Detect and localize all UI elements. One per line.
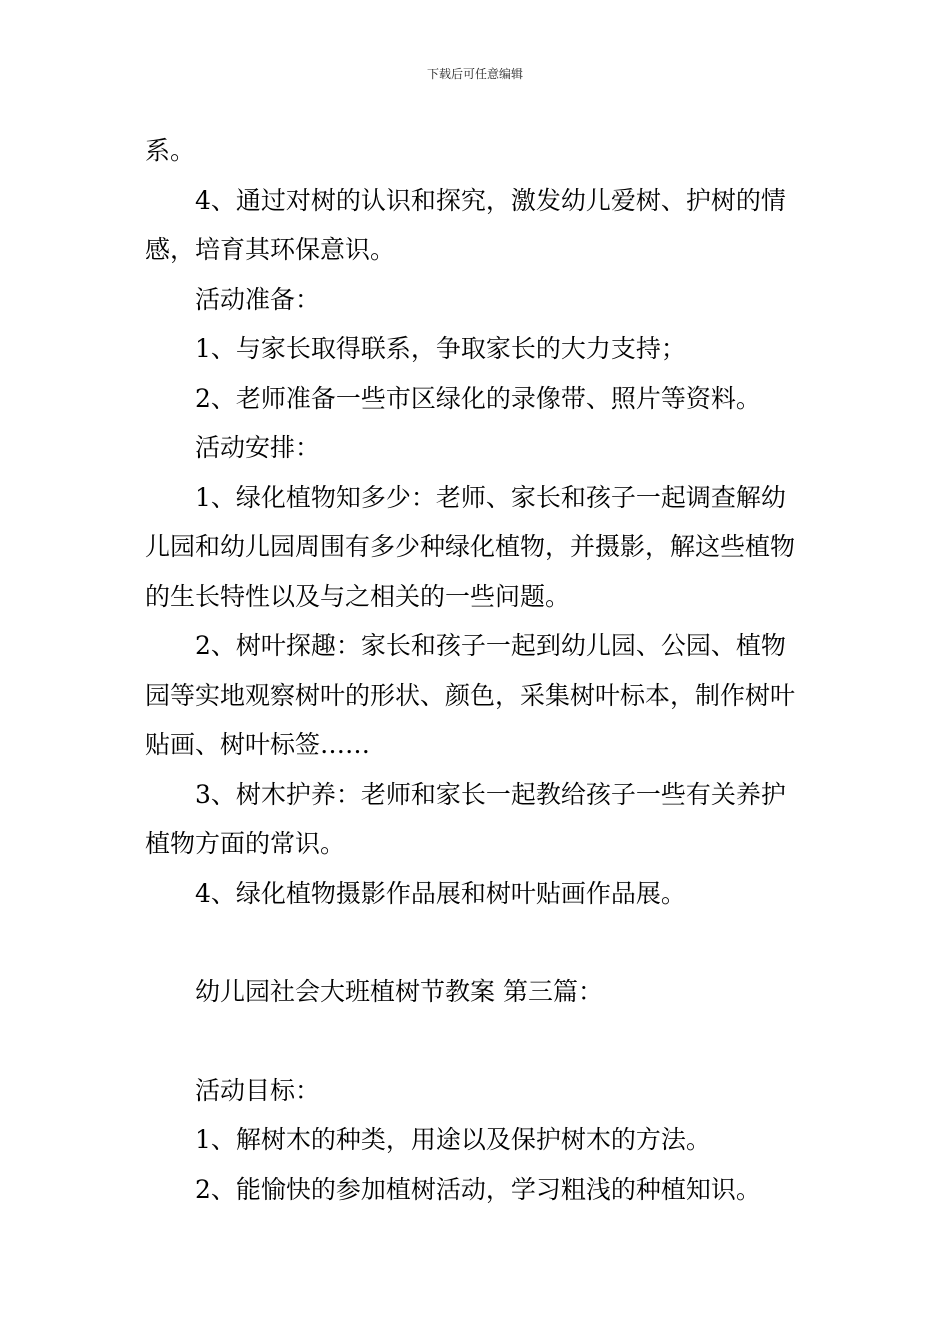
paragraph-preparation-1: 1、与家长取得联系，争取家长的大力支持；: [195, 334, 686, 363]
paragraph-arrangement-3: 3、树木护养：老师和家长一起教给孩子一些有关养护植物方面的常识。: [145, 779, 786, 858]
paragraph-arrangement-1: 1、绿化植物知多少：老师、家长和孩子一起调查解幼儿园和幼儿园周围有多少种绿化植物，并摄影，解这些植物的生长特性以及与之相关的一些问题。: [145, 482, 796, 611]
page-header: 下载后可任意编辑: [426, 67, 523, 81]
section-heading-preparation: 活动准备：: [195, 284, 321, 314]
section-title-part-three: 幼儿园社会大班植树节教案 第三篇：: [195, 977, 603, 1006]
section-heading-objectives: 活动目标：: [195, 1075, 321, 1105]
paragraph-preparation-2: 2、老师准备一些市区绿化的录像带、照片等资料。: [195, 383, 761, 413]
section-heading-arrangement: 活动安排：: [195, 433, 321, 462]
blank-line: [145, 918, 810, 967]
paragraph-objective-4: 4、通过对树的认识和探究，激发幼儿爱树、护树的情感，培育其环保意识。: [145, 185, 786, 264]
paragraph-objective-1: 1、解树木的种类，用途以及保护树木的方法。: [195, 1125, 711, 1154]
paragraph-continuation: 系。: [145, 136, 196, 165]
paragraph-arrangement-4: 4、绿化植物摄影作品展和树叶贴画作品展。: [195, 878, 686, 908]
paragraph-objective-2: 2、能愉快的参加植树活动，学习粗浅的种植知识。: [195, 1174, 761, 1204]
blank-line: [145, 1017, 810, 1066]
paragraph-arrangement-2: 2、树叶探趣：家长和孩子一起到幼儿园、公园、植物园等实地观察树叶的形状、颜色，采集树叶标本，制作树叶贴画、树叶标签……: [145, 631, 796, 759]
document-body: [145, 126, 810, 1214]
